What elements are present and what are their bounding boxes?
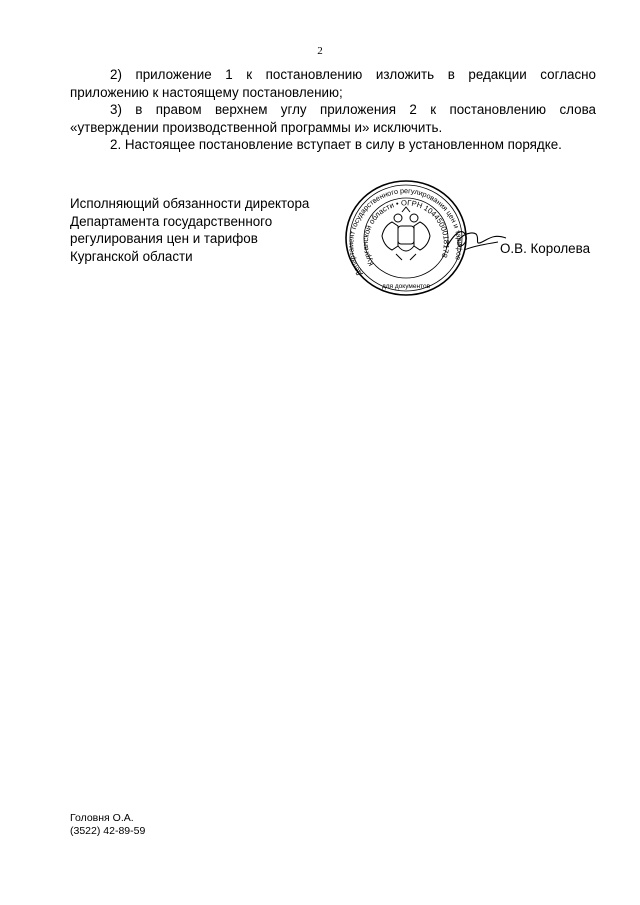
- signer-title: [70, 195, 340, 265]
- stamp-bottom-text: для документов: [381, 283, 431, 290]
- executor-phone: (3522) 42-89-59: [70, 825, 146, 837]
- stamp-inner-text: Курганской области • ОГРН 1044500018178: [360, 198, 451, 268]
- executor-name: Головня О.А.: [70, 812, 134, 824]
- paragraph-item-3: 3) в правом верхнем углу приложения 2 к постановлению слова «утверждении производственной программы и» исключить.: [70, 102, 596, 135]
- paragraph-item-2: 2) приложение 1 к постановлению изложить в редакции согласно приложению к настоящему постановлению;: [70, 67, 596, 100]
- signer-title-line: Курганской области: [70, 248, 193, 264]
- signer-name: О.В. Королева: [500, 241, 591, 256]
- stamp-outer-text: Департамент государственного регулирования цен и тарифов: [346, 186, 465, 278]
- paragraph-effective-date: 2. Настоящее постановление вступает в силу в установленном порядке.: [110, 137, 562, 152]
- document-body: [70, 66, 596, 154]
- executor-contact: [70, 812, 145, 838]
- signer-title-line: Департамента государственного: [70, 213, 273, 229]
- signer-title-line: Исполняющий обязанности директора: [70, 196, 310, 211]
- signer-title-line: регулирования цен и тарифов: [70, 231, 258, 246]
- page-number: 2: [317, 45, 323, 57]
- svg-text:Курганской области • ОГРН 1044: [361, 198, 451, 267]
- coat-of-arms-icon: [382, 207, 430, 260]
